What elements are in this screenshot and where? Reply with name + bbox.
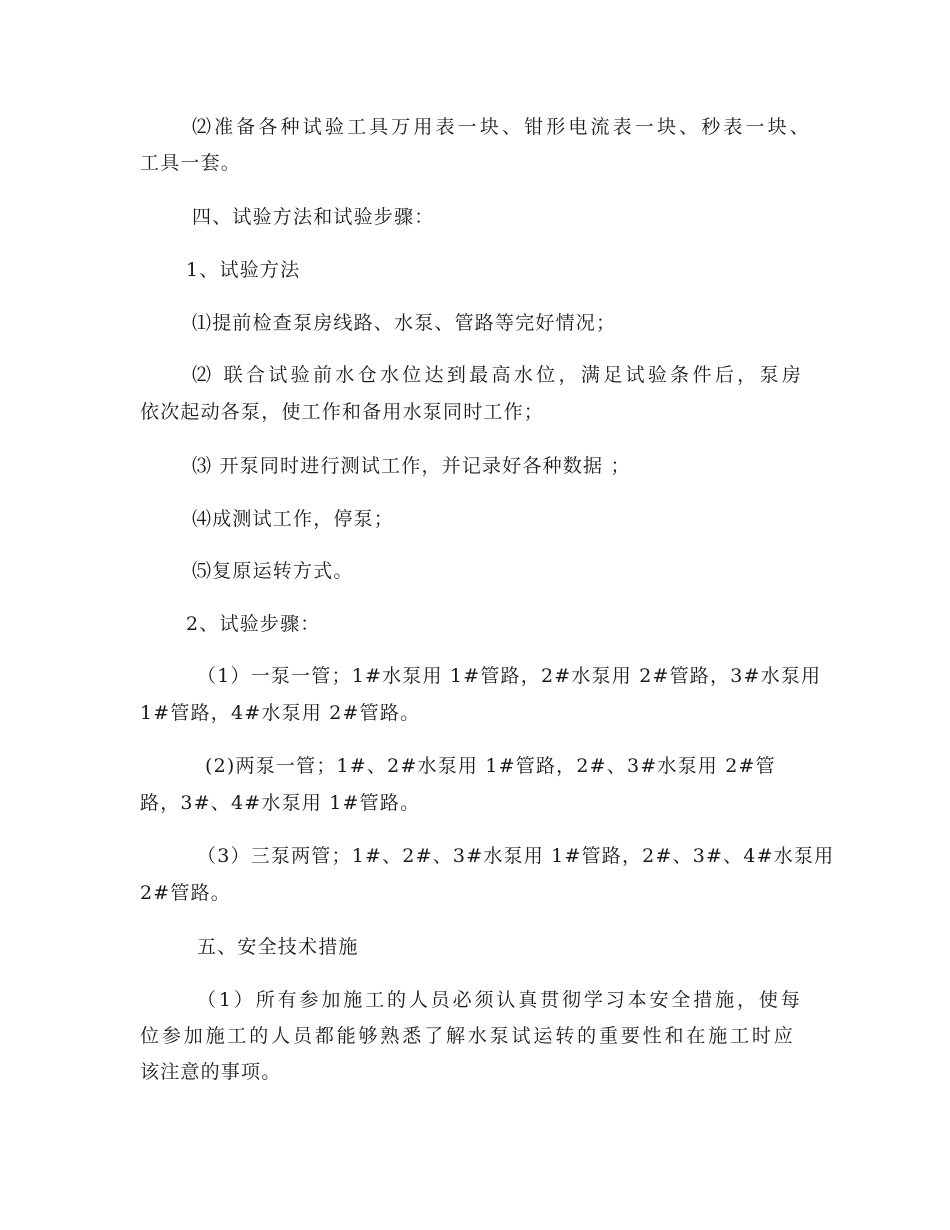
text-line: 位参加施工的人员都能够熟悉了解水泵试运转的重要性和在施工时应 [140, 1025, 794, 1047]
text-line: 工具一套。 [140, 152, 242, 174]
text-line: ⑵ 联合试验前水仓水位达到最高水位，满足试验条件后，泵房 [192, 364, 802, 386]
text-line: 路，3#、4#水泵用 1#管路。 [140, 792, 421, 814]
text-line: 2#管路。 [140, 882, 232, 904]
text-line: ⑸复原运转方式。 [192, 560, 354, 582]
text-line: （3）三泵两管；1#、2#、3#水泵用 1#管路，2#、3#、4#水泵用 [197, 845, 835, 867]
text-line: ⑴提前检查泵房线路、水泵、管路等完好情况； [192, 312, 617, 334]
text-line: (2)两泵一管；1#、2#水泵用 1#管路，2#、3#水泵用 2#管 [205, 755, 776, 777]
text-line: 1#管路，4#水泵用 2#管路。 [140, 702, 421, 724]
text-line: ⑶ 开泵同时进行测试工作，并记录好各种数据 ； [192, 455, 631, 477]
section-heading: 四、试验方法和试验步骤： [192, 206, 435, 228]
text-line: 依次起动各泵，使工作和备用水泵同时工作； [140, 401, 545, 423]
text-line: 该注意的事项。 [140, 1061, 282, 1083]
subsection-heading: 2、试验步骤： [186, 613, 321, 635]
subsection-heading: 1、试验方法 [186, 259, 301, 281]
text-line: ⑵准备各种试验工具万用表一块、钳形电流表一块、秒表一块、 [192, 116, 810, 138]
text-line: （1）一泵一管；1#水泵用 1#管路，2#水泵用 2#管路，3#水泵用 [197, 665, 822, 687]
section-heading: 五、安全技术措施 [197, 936, 359, 958]
text-line: （1）所有参加施工的人员必须认真贯彻学习本安全措施，使每 [197, 989, 801, 1011]
text-line: ⑷成测试工作，停泵； [192, 508, 395, 530]
